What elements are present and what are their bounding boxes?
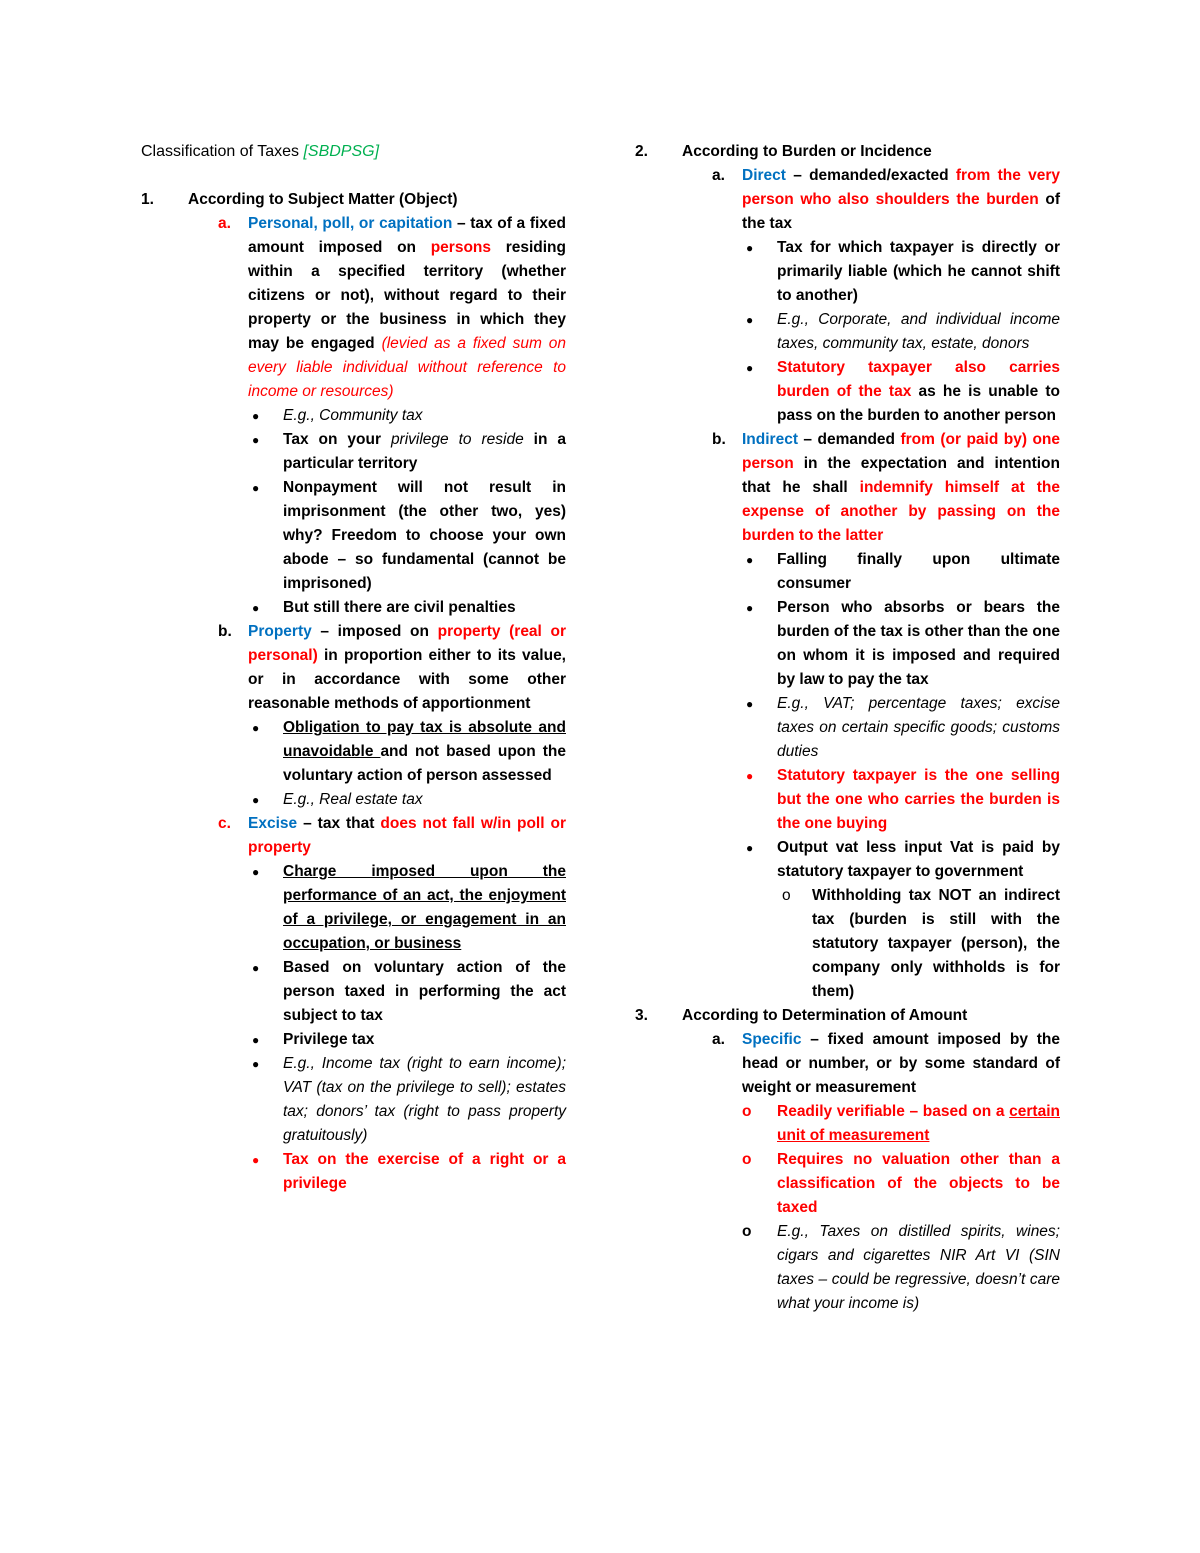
subsection-marker: a. — [712, 167, 725, 184]
definition-text: – demanded/exacted — [785, 167, 956, 184]
bullet-item — [742, 692, 1060, 764]
bullet-text-italic: privilege to reside — [390, 431, 524, 448]
bullet-item — [248, 404, 566, 428]
bullet-item — [248, 860, 566, 956]
term-excise: Excise — [248, 815, 298, 832]
bullet-icon: ● — [746, 841, 754, 855]
right-column — [635, 140, 1060, 1316]
subsection-marker: c. — [218, 815, 231, 832]
bullet-icon: ● — [746, 313, 754, 327]
section-2-heading: According to Burden or Incidence — [682, 143, 932, 160]
bullet-text: Tax on the exercise of a right or a privilege — [283, 1151, 566, 1192]
bullet-text: Output vat less input Vat is paid by statutory taxpayer to government — [777, 839, 1060, 880]
subsection-marker: a. — [218, 215, 231, 232]
definition-indirect — [742, 428, 1060, 548]
definition-highlight: from (or paid by) one person — [742, 431, 1060, 472]
definition-property — [248, 620, 566, 716]
subsection-specific — [682, 1028, 1060, 1316]
bullet-item — [248, 788, 566, 812]
subsection-marker: b. — [218, 623, 232, 640]
circle-item — [742, 1148, 1060, 1220]
subsection-direct — [682, 164, 1060, 428]
bullet-text-underlined: Obligation to pay tax is absolute and unavoidable — [283, 719, 566, 760]
term-indirect: Indirect — [742, 431, 798, 448]
bullet-text: E.g., Community tax — [283, 407, 423, 424]
bullet-icon: ● — [252, 1033, 260, 1047]
bullet-item — [742, 764, 1060, 836]
bullet-text: Tax on your — [283, 431, 391, 448]
bullet-item — [742, 836, 1060, 884]
title-code: [SBDPSG] — [303, 143, 380, 160]
bullet-icon: ● — [252, 1153, 260, 1167]
bullet-text-underlined: Charge imposed upon the performance of an act, the enjoyment of a privilege, or engagement in an occupation, or business — [283, 863, 566, 952]
bullet-item — [248, 428, 566, 476]
definition-direct — [742, 164, 1060, 236]
bullet-item — [742, 596, 1060, 692]
definition-highlight: from the very person who also shoulders the burden — [742, 167, 1060, 208]
definition-personal — [248, 212, 566, 404]
bullet-text-highlight: Statutory taxpayer also carries burden of the tax — [777, 359, 1060, 400]
document-title — [141, 140, 566, 164]
bullet-text: Privilege tax — [283, 1031, 375, 1048]
bullet-text: Statutory taxpayer is the one selling but the one who carries the burden is the one buying — [777, 767, 1060, 832]
definition-highlight: property (real or personal) — [248, 623, 566, 664]
subsection-property — [188, 620, 566, 812]
bullet-item — [248, 1028, 566, 1052]
bullet-icon: ● — [746, 241, 754, 255]
bullet-item — [248, 716, 566, 788]
bullet-text: E.g., Income tax (right to earn income); VAT (tax on the privilege to sell); estates tax; donors’ tax (right to pass property gratuitously) — [283, 1055, 566, 1144]
section-1-number: 1. — [141, 191, 154, 208]
subsection-marker: a. — [712, 1031, 725, 1048]
term-personal: Personal, poll, or capitation — [248, 215, 453, 232]
subsection-indirect — [682, 428, 1060, 1004]
bullet-item — [248, 1148, 566, 1196]
bullet-text: E.g., VAT; percentage taxes; excise taxes on certain specific goods; customs duties — [777, 695, 1060, 760]
bullet-item — [742, 236, 1060, 308]
subsection-marker: b. — [712, 431, 726, 448]
bullet-icon: ● — [746, 601, 754, 615]
circle-item — [742, 1220, 1060, 1316]
definition-text: in proportion either to its value, or in accordance with some other reasonable methods of apportionment — [248, 647, 566, 712]
section-3-heading: According to Determination of Amount — [682, 1007, 968, 1024]
sub-bullet-text: Withholding tax NOT an indirect tax (burden is still with the statutory taxpayer (person), the company only withholds is for them) — [812, 887, 1060, 1000]
bullet-item — [248, 596, 566, 620]
item-text-underlined: certain unit of measurement — [777, 1103, 1060, 1144]
definition-text: residing within a specified territory (whether citizens or not), without regard to their property or the business in which they may be engaged — [248, 239, 566, 352]
bullet-text: as he is unable to pass on the burden to another person — [777, 383, 1060, 424]
definition-excise — [248, 812, 566, 860]
bullet-text: E.g., Real estate tax — [283, 791, 423, 808]
section-3 — [635, 1004, 1060, 1316]
circle-bullet-icon: o — [742, 1223, 752, 1240]
section-1-heading: According to Subject Matter (Object) — [188, 191, 458, 208]
item-text: Requires no valuation other than a classification of the objects to be taxed — [777, 1151, 1060, 1216]
sub-bullet-item — [742, 884, 1060, 1004]
bullet-text: Nonpayment will not result in imprisonment (the other two, yes) why? Freedom to choose your own abode – so fundamental (cannot be imprisoned) — [283, 479, 566, 592]
definition-text: in the expectation and intention that he shall — [742, 455, 1060, 496]
left-column — [141, 140, 566, 1196]
bullet-text: Tax for which taxpayer is directly or primarily liable (which he cannot shift to another) — [777, 239, 1060, 304]
section-2-number: 2. — [635, 143, 648, 160]
circle-bullet-icon: o — [742, 1103, 752, 1120]
definition-text: – imposed on — [311, 623, 438, 640]
definition-highlight: indemnify himself at the expense of another by passing on the burden to the latter — [742, 479, 1060, 544]
bullet-icon: ● — [252, 1057, 260, 1071]
bullet-icon: ● — [252, 481, 260, 495]
bullet-text: in a particular territory — [283, 431, 566, 472]
bullet-text: Person who absorbs or bears the burden of the tax is other than the one on whom it is imposed and required by law to pay the tax — [777, 599, 1060, 688]
bullet-icon: ● — [746, 769, 754, 783]
bullet-text: But still there are civil penalties — [283, 599, 516, 616]
bullet-icon: ● — [746, 697, 754, 711]
definition-text: – tax of a fixed amount imposed on — [248, 215, 566, 256]
section-2 — [635, 140, 1060, 1004]
bullet-icon: ● — [252, 433, 260, 447]
item-text: Readily verifiable – based on a — [777, 1103, 1010, 1120]
circle-item — [742, 1100, 1060, 1148]
term-property: Property — [248, 623, 312, 640]
term-specific: Specific — [742, 1031, 802, 1048]
bullet-icon: ● — [252, 961, 260, 975]
bullet-icon: ● — [252, 409, 260, 423]
definition-text: – demanded — [797, 431, 901, 448]
item-text: E.g., Taxes on distilled spirits, wines; cigars and cigarettes NIR Art VI (SIN taxes – could be regressive, doesn’t care what your income is) — [777, 1223, 1060, 1312]
definition-text: – tax that — [297, 815, 381, 832]
bullet-icon: ● — [252, 601, 260, 615]
section-1 — [141, 188, 566, 1196]
bullet-item — [248, 1052, 566, 1148]
bullet-text: Falling finally upon ultimate consumer — [777, 551, 1060, 592]
bullet-item — [248, 956, 566, 1028]
bullet-icon: ● — [746, 553, 754, 567]
bullet-item — [742, 356, 1060, 428]
bullet-icon: ● — [252, 865, 260, 879]
bullet-text: Based on voluntary action of the person taxed in performing the act subject to tax — [283, 959, 566, 1024]
bullet-text: E.g., Corporate, and individual income taxes, community tax, estate, donors — [777, 311, 1060, 352]
bullet-icon: ● — [252, 793, 260, 807]
bullet-item — [248, 476, 566, 596]
circle-bullet-icon: o — [782, 887, 791, 904]
definition-specific — [742, 1028, 1060, 1100]
bullet-icon: ● — [252, 721, 260, 735]
definition-highlight: does not fall w/in poll or property — [248, 815, 566, 856]
bullet-text: and not based upon the voluntary action of person assessed — [283, 743, 566, 784]
title-text: Classification of Taxes — [141, 143, 304, 160]
term-direct: Direct — [742, 167, 786, 184]
subsection-excise — [188, 812, 566, 1196]
bullet-icon: ● — [746, 361, 754, 375]
circle-bullet-icon: o — [742, 1151, 752, 1168]
subsection-personal — [188, 212, 566, 620]
bullet-item — [742, 308, 1060, 356]
section-3-number: 3. — [635, 1007, 648, 1024]
bullet-item — [742, 548, 1060, 596]
definition-highlight: persons — [430, 239, 492, 256]
definition-note: (levied as a fixed sum on every liable individual without reference to income or resources) — [248, 335, 566, 400]
definition-text: of the tax — [742, 191, 1061, 232]
definition-text: – fixed amount imposed by the head or number, or by some standard of weight or measurement — [742, 1031, 1060, 1096]
